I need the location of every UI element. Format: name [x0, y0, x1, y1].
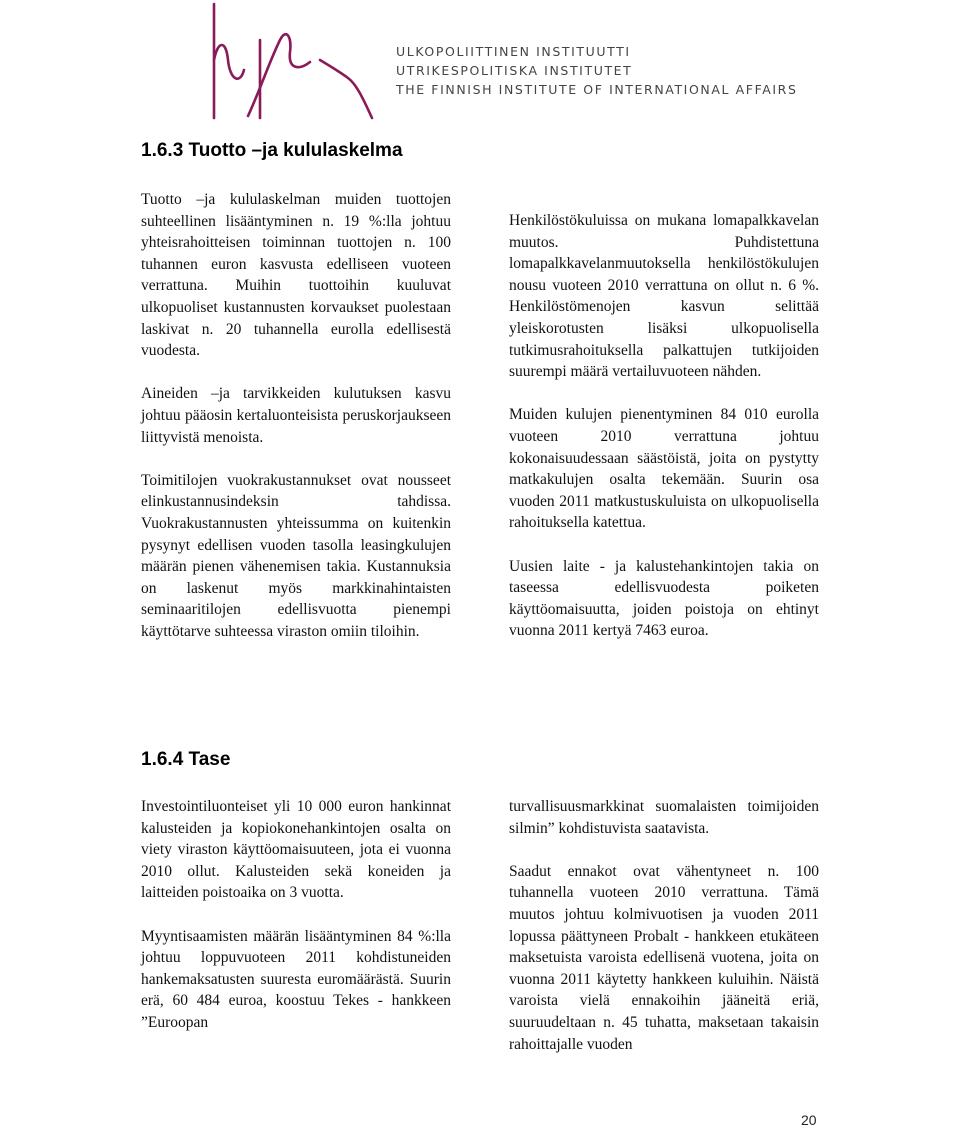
paragraph: Muiden kulujen pienentyminen 84 010 eurolla vuoteen 2010 verrattuna johtuu kokonaisuudessaan säästöistä, joita on pystytty matkakulujen osalta tekemään. Suurin osa vuoden 2011 matkustuskuluista on ulkopuolisella rahoituksella katettua. [509, 406, 819, 532]
institute-name-sv: UTRIKESPOLITISKA INSTITUTET [396, 63, 633, 78]
paragraph: Toimitilojen vuokrakustannukset ovat nousseet elinkustannusindeksin tahdissa. Vuokrakustannusten yhteissumma on kuitenkin pysynyt edellisen vuoden tasolla leasingkulujen määrän pienen vähenemisen takia. Kustannuksia on laskenut myös markkinahintaisten seminaaritilojen edellisvuotta pienempi käyttötarve suhteessa viraston omiin tiloihin. [141, 471, 451, 640]
institute-names [396, 42, 798, 99]
institute-name-en: THE FINNISH INSTITUTE OF INTERNATIONAL AFFAIRS [396, 82, 798, 97]
balance-sheet-right-column [509, 796, 819, 1055]
paragraph: Aineiden –ja tarvikkeiden kulutuksen kasvu johtuu pääosin kertaluonteisista peruskorjaukseen liittyvistä menoista. [141, 385, 451, 446]
paragraph: Investointiluonteiset yli 10 000 euron hankinnat kalusteiden ja kopiokonehankintojen osalta on viety viraston käyttöomaisuuteen, jota ei vuonna 2010 ollut. Kalusteiden sekä koneiden ja laitteiden poistoaika on 3 vuotta. [141, 798, 451, 902]
paragraph: turvallisuusmarkkinat suomalaisten toimijoiden silmin” kohdistuvista saatavista. [509, 798, 819, 837]
institute-logo [200, 0, 380, 128]
paragraph: Tuotto –ja kululaskelman muiden tuottojen suhteellinen lisääntyminen n. 19 %:lla johtuu yhteisrahoitteisen toiminnan tuottojen n. 100 tuhannen euron kasvusta edelliseen vuoteen verrattuna. Muihin tuottoihin kuuluvat ulkopuoliset kustannusten korvaukset puolestaan laskivat n. 20 tuhannella eurolla edellisestä vuodesta. [141, 191, 451, 360]
page-number: 20 [801, 1112, 817, 1128]
paragraph: Uusien laite - ja kalustehankintojen takia on taseessa edellisvuodesta poiketen käyttöomaisuutta, joiden poistoja on ehtinyt vuonna 2011 kertyä 7463 euroa. [509, 557, 819, 640]
paragraph: Henkilöstökuluissa on mukana lomapalkkavelan muutos. Puhdistettuna lomapalkkavelanmuutoksella henkilöstökulujen nousu vuoteen 2010 verrattuna on ollut n. 6 %. Henkilöstömenojen kasvun selittää yleiskorotusten lisäksi ulkopuolisella tutkimusrahoituksella palkattujen tutkijoiden suurempi määrä vertailuvuoteen nähden. [509, 212, 819, 381]
balance-sheet-left-column [141, 796, 451, 1034]
section-heading-balance-sheet: 1.6.4 Tase [141, 749, 231, 770]
income-statement-left-column [141, 189, 451, 642]
income-statement-right-column [509, 210, 819, 642]
paragraph: Saadut ennakot ovat vähentyneet n. 100 tuhannella vuoteen 2010 verrattuna. Tämä muutos johtuu kolmivuotisen ja vuoden 2011 lopussa päättyneen Probalt - hankkeen etukäteen maksetuista varoista edellisenä vuotena, joita on vuonna 2011 käytetty hankkeen kuluihin. Näistä varoista vielä ennakoihin jääneitä eriä, suuruudeltaan n. 45 tuhatta, maksetaan takaisin rahoittajalle vuoden [509, 862, 819, 1053]
logo-strokes [214, 4, 372, 118]
paragraph: Myyntisaamisten määrän lisääntyminen 84 %:lla johtuu loppuvuoteen 2011 kohdistuneiden hankemaksatusten suuresta euromäärästä. Suurin erä, 60 484 euroa, koostuu Tekes - hankkeen ”Euroopan [141, 927, 451, 1031]
institute-name-fi: ULKOPOLIITTINEN INSTITUUTTI [396, 44, 631, 59]
section-heading-income-statement: 1.6.3 Tuotto –ja kululaskelma [141, 140, 403, 161]
